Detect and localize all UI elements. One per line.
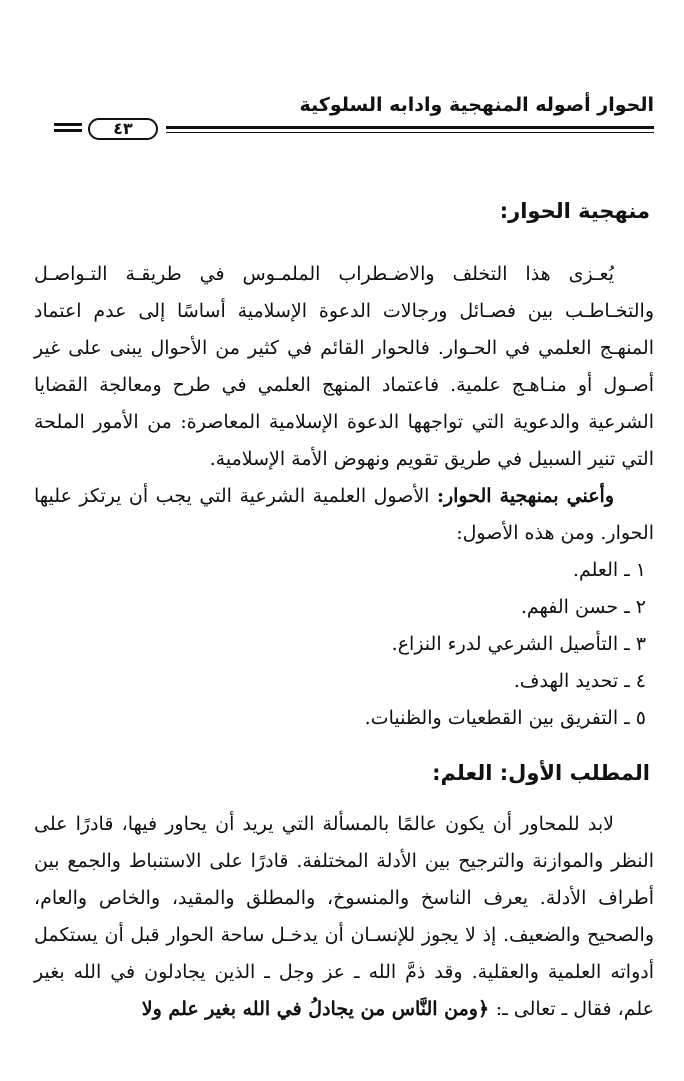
header-rule-thin — [166, 132, 654, 133]
running-title: الحوار أصوله المنهجية وادابه السلوكية — [299, 94, 654, 116]
knowledge-text: لابد للمحاور أن يكون عالمًا بالمسألة التي يريد أن يحاور فيها، قادرًا على النظر والموازنة والترجيح بين الأدلة المختلفة. قادرًا على الاستنباط والجمع بين أطراف الأدلة. يعرف الناسخ والمنسوخ، والمطلق والمقيد، والخاص والعام، والصحيح والضعيف. إذ لا يجوز للإنسـان أن يدخـل ساحة الحوار قبل أن يستكمل أدواته العلمية والعقلية. وقد ذمَّ الله ـ عز وجل ـ الذين يجادلون في الله بغير علم، فقال ـ تعالى ـ: — [34, 813, 654, 1020]
header-rule — [54, 118, 654, 140]
section-heading-knowledge: المطلب الأول: العلم: — [432, 761, 650, 785]
definition-lead: وأعني بمنهجية الحوار: — [436, 485, 614, 507]
paragraph-knowledge — [34, 806, 654, 1028]
list-item: ٢ ـ حسن الفهم. — [520, 596, 646, 618]
list-item: ٣ ـ التأصيل الشرعي لدرء النزاع. — [391, 633, 646, 655]
list-item: ٤ ـ تحديد الهدف. — [513, 670, 646, 692]
section1-body — [34, 256, 654, 737]
list-item: ١ ـ العلم. — [572, 559, 646, 581]
quran-quote: ﴿ومن النَّاس من يجادلُ في الله بغير علم ولا — [141, 998, 496, 1020]
page-number-bars — [54, 123, 82, 135]
paragraph-methodology: يُعـزى هذا التخلف والاضـطراب الملمـوس في طريقـة التـواصـل والتخـاطـب بين فصـائل ورجالات الدعوة الإسلامية أساسًا إلى عدم اعتماد المنهـج العلمي في الحـوار. فالحوار القائم في كثير من الأحوال يبنى على غير أصـول أو منـاهـج علمية. فاعتماد المنهج العلمي في طرح ومعالجة القضايا الشرعية والدعوية التي تواجهها الدعوة الإسلامية المعاصرة: من الأمور الملحة التي تنير السبيل في طريق تقويم ونهوض الأمة الإسلامية. — [34, 263, 654, 470]
paragraph-definition — [34, 478, 654, 552]
page-number: ٤٣ — [88, 118, 158, 140]
definition-text: الأصول العلمية الشرعية التي يجب أن يرتكز عليها الحوار. ومن هذه الأصول: — [34, 485, 654, 544]
header-rule-thick — [166, 126, 654, 129]
section2-body — [34, 806, 654, 1028]
section-heading-methodology: منهجية الحوار: — [499, 199, 650, 223]
list-item: ٥ ـ التفريق بين القطعيات والظنيات. — [364, 707, 646, 729]
